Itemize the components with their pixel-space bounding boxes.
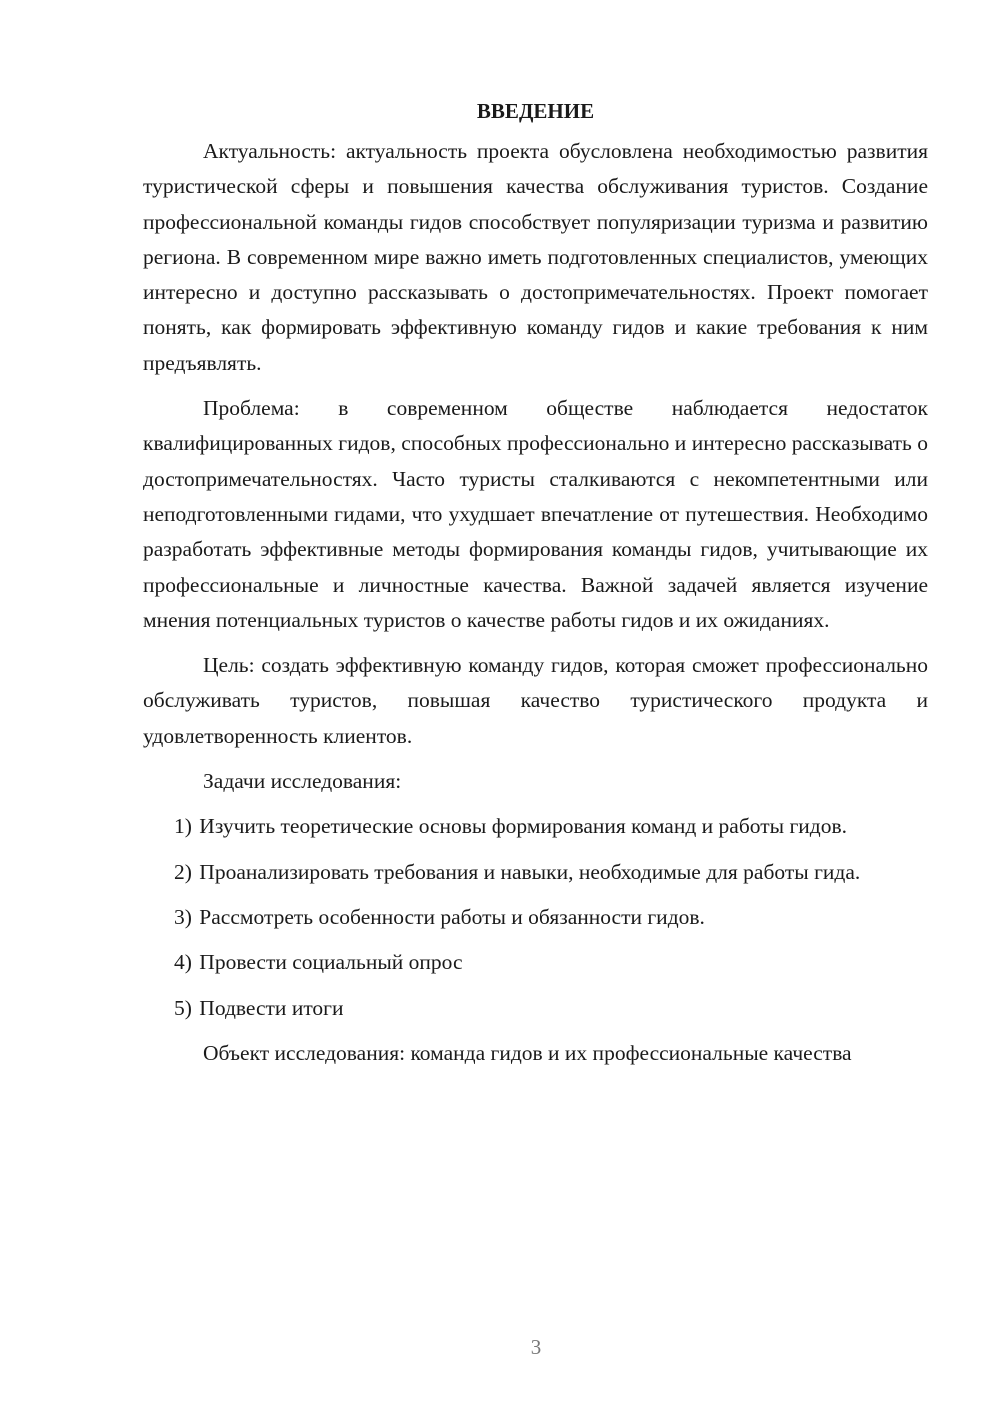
list-item xyxy=(143,945,928,980)
list-item xyxy=(143,991,928,1026)
task-number: 3) xyxy=(174,904,192,929)
page-title: ВВЕДЕНИЕ xyxy=(476,99,595,123)
task-text: Проанализировать требования и навыки, необходимые для работы гида. xyxy=(199,859,861,884)
list-item xyxy=(143,855,928,890)
task-number: 1) xyxy=(174,814,192,839)
task-number: 2) xyxy=(174,859,192,884)
task-number: 5) xyxy=(174,995,192,1020)
page-content xyxy=(143,96,928,1081)
problem-paragraph: Проблема: в современном обществе наблюдается недостаток квалифицированных гидов, способных профессионально и интересно рассказывать о достопримечательностях. Часто туристы сталкиваются с некомпетентными или неподготовленными гидами, что ухудшает впечатление от путешествия. Необходимо разработать эффективные методы формирования команды гидов, учитывающие их профессиональные и личностные качества. Важной задачей является изучение мнения потенциальных туристов о качестве работы гидов и их ожиданиях. xyxy=(143,396,928,632)
object-paragraph: Объект исследования: команда гидов и их профессиональные качества xyxy=(203,1040,852,1065)
list-item xyxy=(143,900,928,935)
task-text: Рассмотреть особенности работы и обязанности гидов. xyxy=(199,904,705,929)
task-number: 4) xyxy=(174,950,192,975)
tasks-heading: Задачи исследования: xyxy=(203,769,402,794)
task-text: Изучить теоретические основы формирования команд и работы гидов. xyxy=(199,814,848,839)
goal-paragraph: Цель: создать эффективную команду гидов, которая сможет профессионально обслуживать туристов, повышая качество туристического продукта и удовлетворенность клиентов. xyxy=(143,653,928,748)
task-text: Провести социальный опрос xyxy=(199,950,463,975)
page-number: 3 xyxy=(530,1335,542,1359)
list-item xyxy=(143,809,928,844)
tasks-list xyxy=(143,809,928,1025)
task-text: Подвести итоги xyxy=(199,995,344,1020)
relevance-paragraph: Актуальность: актуальность проекта обусловлена необходимостью развития туристической сферы и повышения качества обслуживания туристов. Создание профессиональной команды гидов способствует популяризации туризма и развитию региона. В современном мире важно иметь подготовленных специалистов, умеющих интересно и доступно рассказывать о достопримечательностях. Проект помогает понять, как формировать эффективную команду гидов и какие требования к ним предъявлять. xyxy=(143,139,928,375)
